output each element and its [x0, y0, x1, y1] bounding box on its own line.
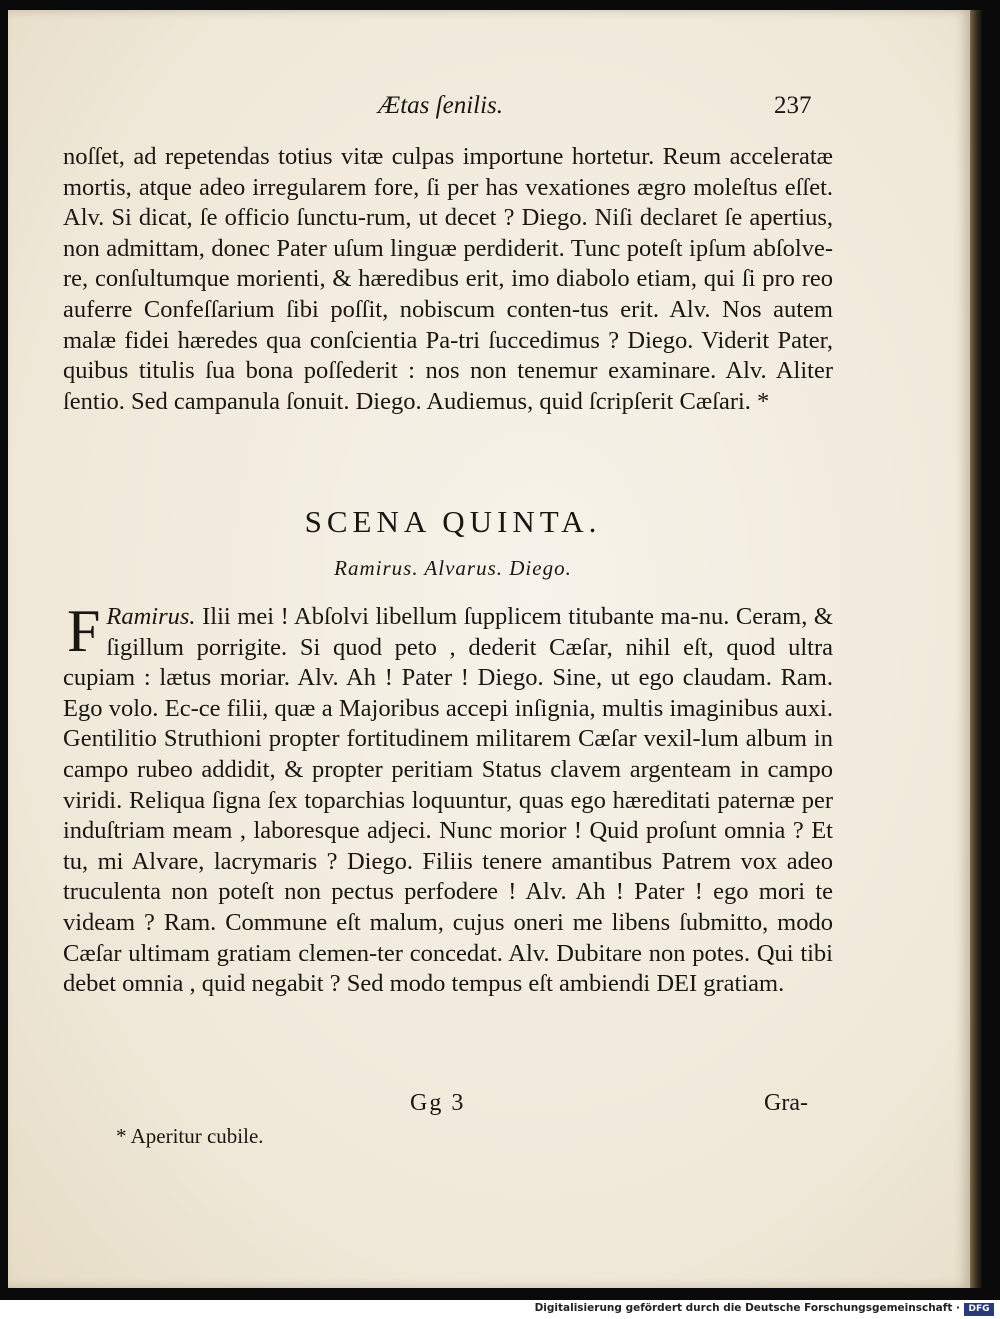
dfg-logo: DFG — [964, 1303, 994, 1316]
signature-mark: Gg 3 — [410, 1090, 466, 1116]
body-paragraph: noſſet, ad repetendas totius vitæ culpas importune hortetur. Reum acceleratæ mortis, atque adeo irregularem fore, ſi per has vexationes ægro moleſtus eſſet. Alv. Si dicat, ſe officio ſunctu-rum, ut decet ? Diego. Niſi declaret ſe apertius, non admittam, donec Pater uſum linguæ perdiderit. Tunc poteſt ipſum abſolve-re, conſultumque morienti, & hæredibus erit, imo diabolo etiam, qui ſi pro reo auferre Confeſſarium ſibi poſſit, nobiscum conten-tus erit. Alv. Nos autem malæ fidei hæredes qua conſcientia Pa-tri ſuccedimus ? Diego. Viderit Pater, quibus titulis ſua bona poſſederit : nos non tenemur examinare. Alv. Aliter ſentio. Sed campanula ſonuit. Diego. Audiemus, quid ſcripſerit Cæſari. * — [63, 143, 833, 415]
running-title: Ætas ſenilis. — [378, 92, 504, 119]
scene-text — [63, 598, 833, 1000]
catchword: Gra- — [764, 1090, 808, 1116]
scene-title: SCENA QUINTA. — [304, 504, 602, 539]
credit-text: Digitalisierung gefördert durch die Deutsche Forschungsgemeinschaft · — [534, 1302, 960, 1314]
book-page — [8, 10, 970, 1288]
credit-bar — [0, 1300, 1000, 1319]
drop-cap: F — [67, 598, 101, 664]
scene-persons: Ramirus. Alvarus. Diego. — [334, 556, 572, 580]
page-number: 237 — [774, 92, 812, 119]
body-text — [63, 142, 833, 417]
scene-dialogue: Ilii mei ! Abſolvi libellum ſupplicem titubante ma-nu. Ceram, & ſigillum porrigite. Si quod peto , dederit Cæſar, nihil eſt, quod ultra cupiam : lætus moriar. Alv. Ah ! Pater ! Diego. Sine, ut ego claudam. Ram. Ego volo. Ec-ce filii, quæ a Majoribus accepi inſignia, multis imaginibus auxi. Gentilitio Struthioni propter fortitudinem militarem Cæſar vexil-lum album in campo rubeo addidit, & propter peritiam Status clavem argenteam in campo viridi. Reliqua ſigna ſex toparchias loquuntur, quas ego hæreditati paternæ per induſtriam meam , laboresque adjeci. Nunc morior ! Quid proſunt omnia ? Et tu, mi Alvare, lacrymaris ? Diego. Filiis tenere amantibus Patrem vox adeo truculenta non poteſt non pectus perfodere ! Alv. Ah ! Pater ! ego mori te videam ? Ram. Commune eſt malum, cujus oneri me libens ſubmitto, modo Cæſar ultimam gratiam clemen-ter concedat. Alv. Dubitare non potes. Qui tibi debet omnia , quid negabit ? Sed modo tempus eſt ambiendi DEI gratiam. — [63, 603, 833, 998]
footnote: * Aperitur cubile. — [116, 1124, 264, 1148]
page-edge — [968, 10, 982, 1288]
speaker-label: Ramirus. — [106, 603, 196, 630]
page-header — [8, 92, 970, 132]
scene-paragraph — [63, 598, 833, 1000]
